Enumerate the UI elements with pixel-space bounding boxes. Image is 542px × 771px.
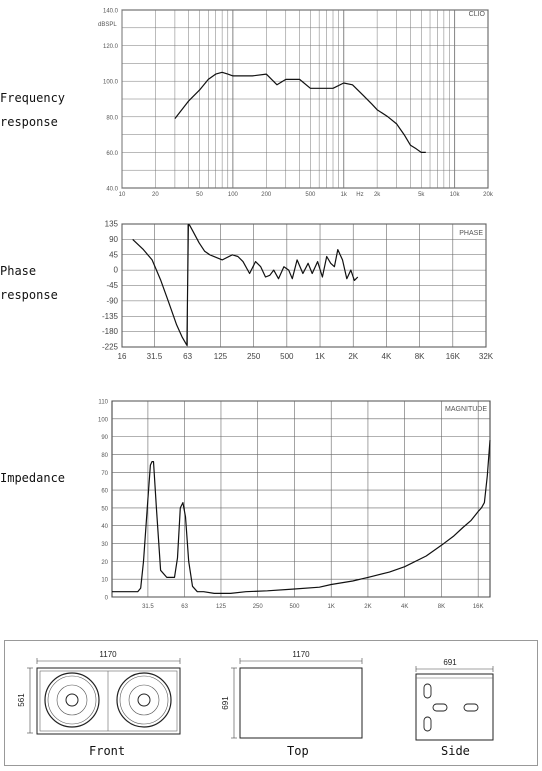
x-tick-label: 16K	[472, 604, 484, 610]
x-tick-label: 125	[213, 352, 228, 361]
chart-corner-label: MAGNITUDE	[445, 406, 487, 413]
x-tick-label: 8K	[414, 352, 425, 361]
y-tick-label: 60	[101, 488, 108, 495]
x-tick-label: 1K	[327, 604, 335, 610]
x-tick-label: 1k	[340, 192, 347, 198]
x-tick-label: 63	[183, 352, 193, 361]
frequency-response-chart	[98, 9, 494, 199]
x-tick-label: 8K	[437, 604, 446, 610]
chart-corner-label: PHASE	[459, 230, 483, 237]
y-tick-label: 40.0	[106, 186, 118, 193]
y-tick-label: 135	[104, 219, 118, 229]
y-unit-label: dBSPL	[98, 22, 117, 28]
y-tick-label: 80.0	[106, 115, 118, 122]
x-tick-label: 32K	[478, 352, 494, 361]
y-tick-label: -180	[101, 327, 118, 337]
y-tick-label: 0	[113, 265, 118, 275]
impedance-label: Impedance	[0, 471, 66, 485]
x-tick-label: 16	[117, 352, 127, 361]
x-tick-label: 20k	[483, 192, 493, 198]
x-tick-label: 2K	[364, 604, 372, 610]
y-tick-label: 60.0	[106, 150, 118, 157]
y-tick-label: 100.0	[102, 79, 118, 86]
y-tick-label: -45	[106, 281, 118, 290]
plot-frame	[112, 401, 490, 597]
side-depth-dim: 691	[443, 658, 457, 667]
y-tick-label: 120.0	[102, 44, 118, 51]
y-tick-label: -135	[101, 311, 118, 321]
y-tick-label: -225	[101, 342, 118, 352]
x-tick-label: 2K	[348, 352, 359, 361]
chart-corner-label: CLIO	[468, 11, 485, 18]
x-tick-label: 500	[289, 604, 300, 610]
y-tick-label: 45	[109, 250, 118, 260]
front-caption: Front	[89, 744, 126, 758]
x-tick-label: 31.5	[146, 352, 163, 361]
y-tick-label: 50	[101, 506, 108, 513]
x-tick-label: 16K	[445, 352, 460, 361]
frequency-response-label: Frequency response	[0, 91, 66, 129]
x-tick-label: 4K	[381, 352, 392, 361]
y-tick-label: 10	[101, 577, 108, 584]
x-tick-label: 125	[215, 604, 226, 610]
x-tick-label: 500	[280, 352, 294, 361]
x-tick-label: 20	[152, 192, 159, 198]
top-width-dim: 1170	[292, 650, 310, 659]
y-tick-label: 20	[101, 559, 108, 566]
x-tick-label: 250	[252, 604, 263, 610]
x-tick-label: 50	[196, 192, 203, 198]
x-tick-label: 5k	[418, 192, 425, 198]
y-tick-label: 40	[101, 524, 108, 531]
x-tick-label: 4K	[401, 604, 409, 610]
y-tick-label: 110	[98, 399, 108, 406]
y-tick-label: 80	[101, 452, 108, 459]
side-caption: Side	[441, 744, 470, 758]
x-tick-label: 2k	[373, 192, 381, 198]
top-caption: Top	[287, 744, 309, 758]
x-tick-label: 250	[246, 352, 261, 361]
x-tick-label: 1K	[315, 352, 325, 361]
y-tick-label: -90	[106, 296, 118, 306]
x-tick-label: 31.5	[142, 604, 154, 610]
y-tick-label: 30	[101, 542, 108, 549]
impedance-chart	[98, 400, 490, 611]
y-tick-label: 100	[97, 417, 108, 424]
x-tick-label: Hz	[356, 192, 364, 198]
x-tick-label: 63	[181, 604, 188, 610]
y-tick-label: 90	[101, 435, 108, 442]
x-tick-label: 10k	[449, 192, 460, 198]
y-tick-label: 70	[101, 470, 108, 477]
x-tick-label: 100	[227, 192, 238, 198]
x-tick-label: 10	[118, 192, 126, 198]
phase-response-chart	[102, 220, 494, 362]
y-tick-label: 0	[104, 595, 108, 602]
front-height-dim: 561	[17, 693, 26, 707]
front-width-dim: 1170	[99, 650, 117, 659]
phase-response-label: Phase response	[0, 264, 58, 302]
y-tick-label: 140.0	[102, 8, 118, 15]
top-depth-dim: 691	[221, 696, 230, 710]
x-tick-label: 500	[305, 192, 316, 198]
y-tick-label: 90	[109, 234, 118, 244]
x-tick-label: 200	[261, 192, 272, 198]
